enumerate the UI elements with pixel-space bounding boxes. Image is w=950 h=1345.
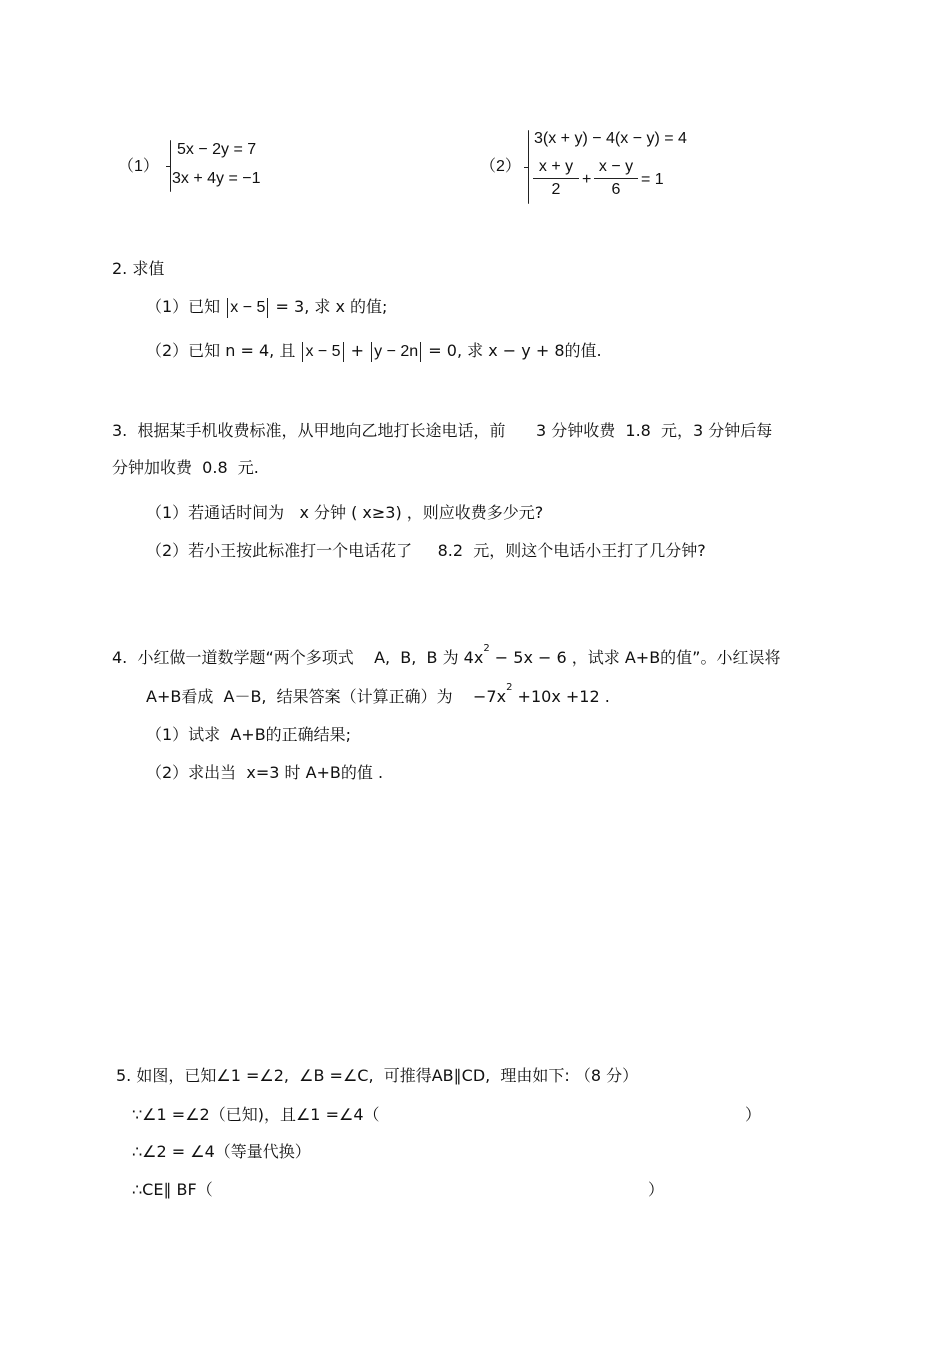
q4-line-1-prefix: 4. 小红做一道数学题“两个多项式 A, B, B 为 4x (112, 648, 484, 667)
fraction-2-numerator: x − y (598, 158, 634, 175)
q1-part1-equation-1: 5x − 2y = 7 (177, 141, 257, 158)
q4-line-2-prefix: A+B看成 A－B, 结果答案（计算正确）为 −7x (146, 687, 507, 706)
q2-part2-prefix: （2）已知 n = 4, 且 (146, 341, 296, 360)
abs-bar-right (420, 342, 421, 362)
q1-part2-rhs: = 1 (641, 171, 664, 188)
q4-line-1 (112, 642, 781, 668)
q2-part2-abs-expr-2: y − 2n (374, 343, 419, 360)
abs-bar-right (343, 342, 344, 362)
q1-part1-equation-2: 3x + 4y = −1 (172, 170, 261, 187)
abs-bar-left (371, 342, 372, 362)
q1-part1-brace (170, 140, 171, 192)
fraction-1-numerator: x + y (538, 158, 574, 175)
q4-line-2 (146, 681, 610, 707)
q5-line-3-close-paren: ） (648, 1180, 665, 1199)
q5-line-1-close-paren: ） (745, 1105, 762, 1124)
q1-part2-fraction-2 (594, 158, 638, 199)
q4-line-1-suffix: − 5x − 6 ，试求 A+B的值”。小红误将 (489, 648, 781, 667)
q2-part2-plus: + (350, 341, 365, 360)
abs-bar-right (267, 298, 268, 318)
q4-line-1-exponent: 2 (483, 642, 490, 654)
abs-bar-left (227, 298, 228, 318)
fraction-1-denominator: 2 (551, 181, 561, 198)
q2-part2-abs-expr-1: x − 5 (305, 343, 341, 360)
q2-part1 (146, 294, 387, 318)
q4-line-2-exponent: 2 (506, 681, 513, 693)
q3-part2: （2）若小王按此标准打一个电话花了 8.2 元，则这个电话小王打了几分钟? (146, 541, 706, 560)
q1-part2-equation-1: 3(x + y) − 4(x − y) = 4 (534, 130, 687, 147)
q2-part1-prefix: （1）已知 (146, 297, 221, 316)
q1-part1-label: （1） (118, 158, 159, 175)
q5-line-1: ∵∠1 =∠2（已知)，且∠1 =∠4（ (132, 1105, 380, 1124)
abs-bar-left (302, 342, 303, 362)
q3-line-2: 分钟加收费 0.8 元. (112, 458, 259, 477)
q2-part2-suffix: = 0, 求 x − y + 8的值. (428, 341, 602, 360)
q3-line-1: 3. 根据某手机收费标准，从甲地向乙地打长途电话，前 3 分钟收费 1.8 元，3 分钟后每 (112, 421, 773, 440)
q5-line-3: ∴CE∥ BF（ (132, 1180, 213, 1199)
q1-part2-brace (528, 130, 529, 204)
fraction-2-denominator: 6 (611, 181, 621, 198)
q1-part2-plus: + (582, 171, 592, 188)
q2-part1-suffix: = 3, 求 x 的值; (275, 297, 388, 316)
q4-part2: （2）求出当 x=3 时 A+B的值 . (146, 763, 384, 782)
q4-part1: （1）试求 A+B的正确结果; (146, 725, 352, 744)
q2-part2 (146, 338, 602, 362)
q1-part2-label: （2） (480, 158, 521, 175)
q1-part2-fraction-1 (533, 158, 579, 199)
q4-line-2-suffix: +10x +12 . (512, 687, 610, 706)
q5-line-2: ∴∠2 = ∠4（等量代换） (132, 1142, 311, 1161)
q2-title: 2. 求值 (112, 259, 165, 278)
q2-part1-abs-expr: x − 5 (230, 299, 266, 316)
q3-part1: （1）若通话时间为 x 分钟 ( x≥3) ，则应收费多少元? (146, 503, 544, 522)
q5-title: 5. 如图，已知∠1 =∠2, ∠B =∠C, 可推得AB∥CD, 理由如下: （8 分） (116, 1066, 639, 1085)
